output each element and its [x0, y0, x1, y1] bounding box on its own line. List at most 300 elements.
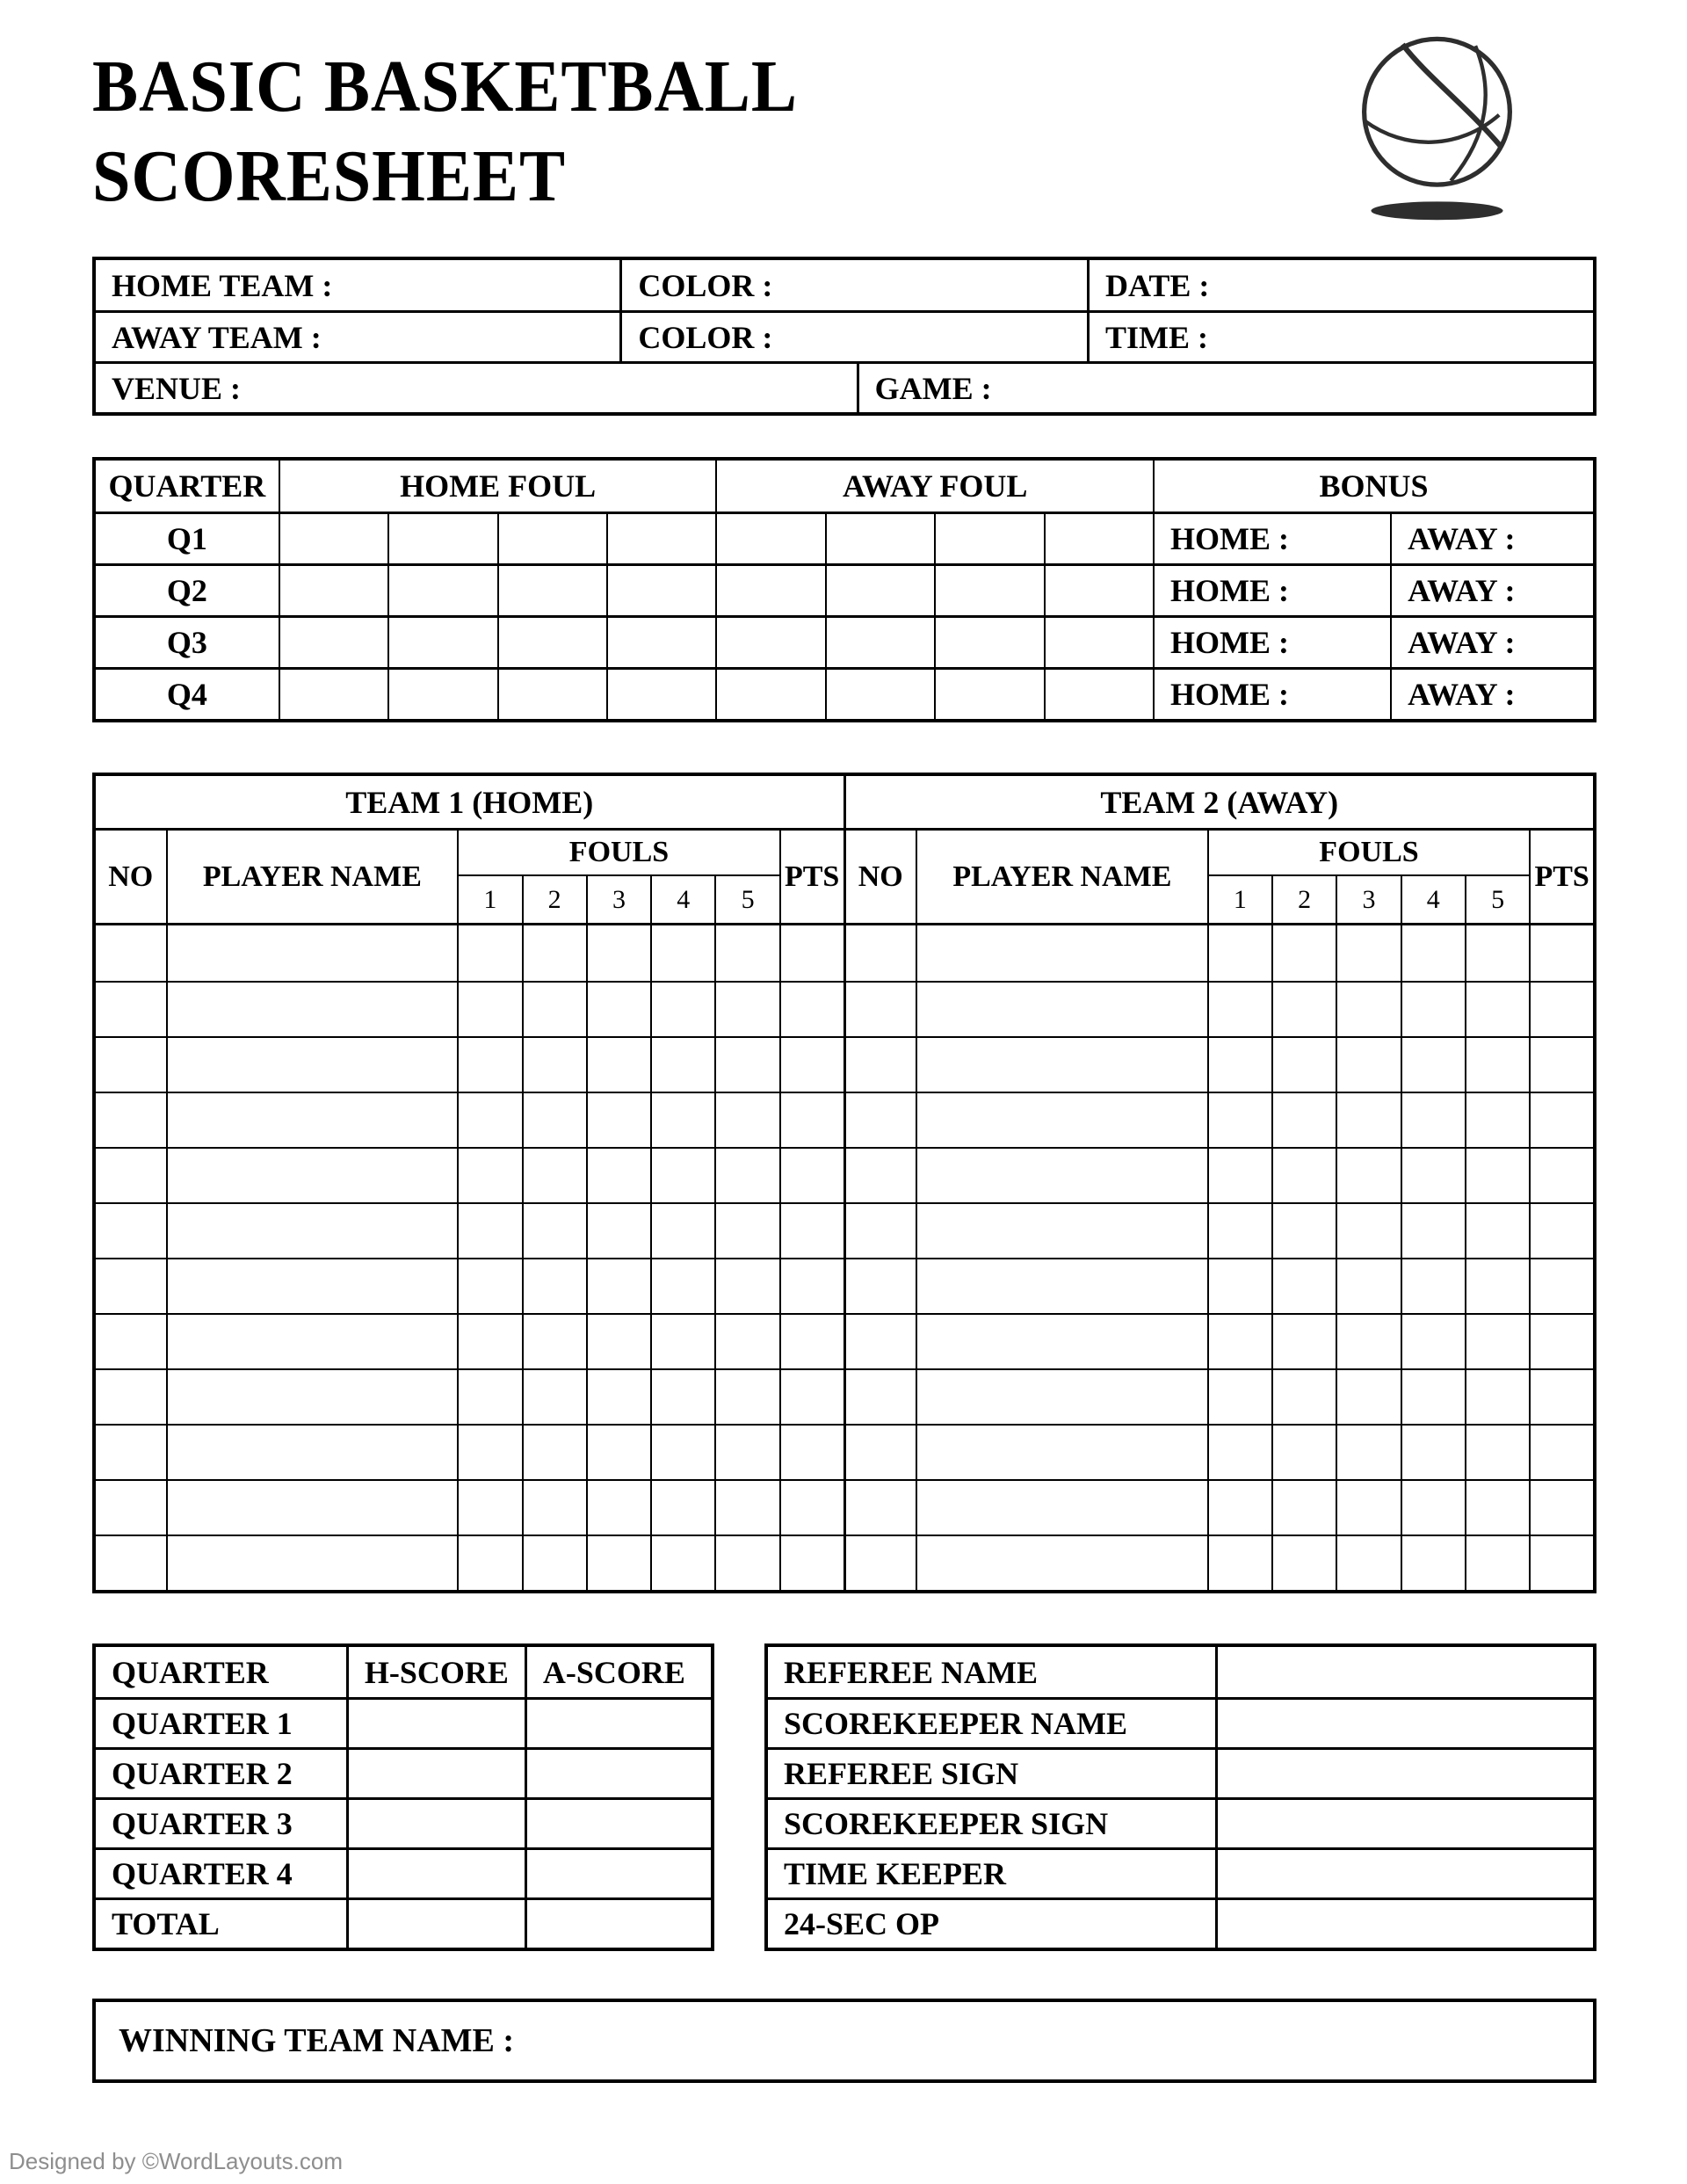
foul-box-3[interactable]: [1336, 1093, 1400, 1147]
scores-header-row: [96, 1647, 711, 1697]
foul-box-5[interactable]: [1465, 1315, 1529, 1368]
home-score-header: H-SCORE: [346, 1647, 525, 1697]
away-foul-box-1[interactable]: [715, 514, 824, 563]
player-points-cell[interactable]: [779, 1426, 844, 1479]
player-number-cell[interactable]: [96, 1370, 166, 1424]
foul-box-4[interactable]: [650, 925, 714, 981]
player-number-cell[interactable]: [96, 983, 166, 1036]
player-number-cell[interactable]: [846, 1536, 916, 1590]
away-foul-box-4[interactable]: [1044, 514, 1153, 563]
foul-col-4: 4: [650, 876, 714, 923]
player-name-cell[interactable]: [166, 1149, 458, 1202]
foul-box-3[interactable]: [1336, 1149, 1400, 1202]
winning-team-field[interactable]: WINNING TEAM NAME :: [92, 1999, 1596, 2083]
foul-box-5[interactable]: [714, 1149, 778, 1202]
away-color-field[interactable]: COLOR :: [619, 313, 1087, 361]
foul-box-2[interactable]: [522, 1259, 586, 1313]
bonus-home-field[interactable]: HOME :: [1153, 670, 1390, 719]
foul-box-2[interactable]: [522, 1481, 586, 1535]
foul-box-4[interactable]: [1401, 1038, 1465, 1092]
designer-credit: Designed by ©WordLayouts.com: [9, 2148, 343, 2174]
bonus-home-field[interactable]: HOME :: [1153, 566, 1390, 615]
foul-box-1[interactable]: [1207, 1370, 1271, 1424]
home-color-field[interactable]: COLOR :: [619, 260, 1087, 310]
player-row: [96, 1092, 844, 1147]
foul-box-1[interactable]: [1207, 1426, 1271, 1479]
away-foul-box-3[interactable]: [934, 514, 1043, 563]
foul-box-1[interactable]: [457, 1426, 521, 1479]
fouls-header: FOULS: [1209, 831, 1530, 876]
away-foul-header: AWAY FOUL: [715, 461, 1153, 512]
foul-box-5[interactable]: [714, 1038, 778, 1092]
score-row-label: TOTAL: [112, 1906, 220, 1941]
venue-field[interactable]: VENUE :: [112, 370, 242, 406]
official-label: 24-SEC OP: [784, 1906, 940, 1941]
bonus-away-field[interactable]: AWAY :: [1390, 514, 1593, 563]
player-name-cell[interactable]: [166, 1536, 458, 1590]
foul-box-4[interactable]: [650, 1038, 714, 1092]
player-points-cell[interactable]: [1529, 1259, 1593, 1313]
foul-box-3[interactable]: [1336, 1204, 1400, 1258]
foul-box-5[interactable]: [714, 1315, 778, 1368]
foul-box-2[interactable]: [1271, 925, 1336, 981]
home-score-cell[interactable]: [346, 1900, 525, 1948]
foul-box-3[interactable]: [586, 1038, 650, 1092]
game-info-row: [96, 361, 1593, 412]
foul-box-3[interactable]: [1336, 1038, 1400, 1092]
player-number-cell[interactable]: [846, 1038, 916, 1092]
quarter-label: Q1: [166, 521, 207, 556]
foul-box-3[interactable]: [1336, 1259, 1400, 1313]
home-foul-box-2[interactable]: [387, 514, 496, 563]
home-foul-box-2[interactable]: [387, 670, 496, 719]
foul-box-1[interactable]: [1207, 1093, 1271, 1147]
player-points-cell[interactable]: [1529, 1315, 1593, 1368]
away-score-cell[interactable]: [525, 1750, 711, 1797]
player-number-cell[interactable]: [96, 1315, 166, 1368]
player-points-cell[interactable]: [1529, 1038, 1593, 1092]
game-field[interactable]: GAME :: [857, 364, 1593, 412]
player-number-cell[interactable]: [846, 1259, 916, 1313]
away-score-cell[interactable]: [525, 1900, 711, 1948]
foul-box-3[interactable]: [586, 1149, 650, 1202]
official-value-cell[interactable]: [1215, 1647, 1593, 1697]
player-points-cell[interactable]: [779, 1093, 844, 1147]
foul-box-5[interactable]: [1465, 1093, 1529, 1147]
player-points-cell[interactable]: [1529, 1536, 1593, 1590]
player-points-cell[interactable]: [779, 1315, 844, 1368]
player-points-cell[interactable]: [779, 1204, 844, 1258]
player-row: [96, 925, 844, 981]
player-name-cell[interactable]: [166, 1259, 458, 1313]
player-points-cell[interactable]: [779, 1259, 844, 1313]
foul-box-2[interactable]: [1271, 1536, 1336, 1590]
foul-box-5[interactable]: [714, 1093, 778, 1147]
foul-box-2[interactable]: [1271, 1204, 1336, 1258]
player-points-cell[interactable]: [1529, 1093, 1593, 1147]
page-title-line1: BASIC BASKETBALL: [92, 46, 798, 127]
foul-box-4[interactable]: [650, 1370, 714, 1424]
foul-box-5[interactable]: [1465, 1370, 1529, 1424]
fouls-row-q1: [96, 512, 1593, 563]
official-value-cell[interactable]: [1215, 1750, 1593, 1797]
away-roster-table: [844, 776, 1594, 1590]
foul-box-3[interactable]: [586, 983, 650, 1036]
foul-box-2[interactable]: [522, 1536, 586, 1590]
foul-box-3[interactable]: [1336, 1536, 1400, 1590]
foul-box-1[interactable]: [1207, 1149, 1271, 1202]
home-foul-box-1[interactable]: [279, 566, 387, 615]
foul-box-4[interactable]: [650, 1149, 714, 1202]
pts-header: PTS: [779, 831, 844, 923]
fouls-row-q2: [96, 563, 1593, 615]
score-row-label: QUARTER 4: [112, 1856, 293, 1891]
home-foul-box-2[interactable]: [387, 566, 496, 615]
away-foul-box-3[interactable]: [934, 618, 1043, 667]
player-name-cell[interactable]: [166, 925, 458, 981]
foul-box-4[interactable]: [650, 1481, 714, 1535]
away-foul-box-2[interactable]: [825, 566, 934, 615]
player-number-cell[interactable]: [846, 1149, 916, 1202]
player-name-cell[interactable]: [166, 1038, 458, 1092]
bonus-home-field[interactable]: HOME :: [1153, 514, 1390, 563]
foul-box-1[interactable]: [1207, 1536, 1271, 1590]
foul-box-4[interactable]: [1401, 1149, 1465, 1202]
foul-box-5[interactable]: [1465, 1426, 1529, 1479]
foul-box-4[interactable]: [1401, 925, 1465, 981]
player-points-cell[interactable]: [779, 1149, 844, 1202]
player-number-cell[interactable]: [846, 1426, 916, 1479]
bonus-away-field[interactable]: AWAY :: [1390, 618, 1593, 667]
official-value-cell[interactable]: [1215, 1850, 1593, 1897]
player-name-cell[interactable]: [916, 1315, 1207, 1368]
foul-box-4[interactable]: [1401, 1370, 1465, 1424]
away-team-field[interactable]: AWAY TEAM :: [112, 319, 322, 355]
foul-box-2[interactable]: [522, 1204, 586, 1258]
foul-box-4[interactable]: [650, 983, 714, 1036]
player-name-header: PLAYER NAME: [166, 831, 458, 923]
player-name-cell[interactable]: [916, 925, 1207, 981]
home-foul-box-4[interactable]: [606, 670, 715, 719]
away-foul-box-2[interactable]: [825, 670, 934, 719]
foul-box-4[interactable]: [650, 1259, 714, 1313]
player-points-cell[interactable]: [1529, 983, 1593, 1036]
home-foul-box-3[interactable]: [497, 514, 606, 563]
player-points-cell[interactable]: [779, 925, 844, 981]
foul-box-5[interactable]: [714, 1536, 778, 1590]
player-name-cell[interactable]: [916, 1093, 1207, 1147]
foul-box-5[interactable]: [714, 983, 778, 1036]
home-foul-box-3[interactable]: [497, 566, 606, 615]
player-name-cell[interactable]: [916, 1426, 1207, 1479]
official-label: SCOREKEEPER NAME: [784, 1706, 1128, 1741]
quarter-label: Q4: [166, 677, 207, 712]
home-foul-box-2[interactable]: [387, 618, 496, 667]
foul-box-2[interactable]: [1271, 1149, 1336, 1202]
foul-box-5[interactable]: [1465, 1149, 1529, 1202]
foul-col-1: 1: [1233, 884, 1247, 914]
foul-number-row: [459, 876, 779, 923]
foul-box-5[interactable]: [1465, 1204, 1529, 1258]
home-team-field[interactable]: HOME TEAM :: [112, 267, 333, 303]
player-name-cell[interactable]: [916, 1259, 1207, 1313]
away-score-cell[interactable]: [525, 1700, 711, 1747]
player-name-cell[interactable]: [916, 1370, 1207, 1424]
player-number-cell[interactable]: [846, 1481, 916, 1535]
player-points-cell[interactable]: [1529, 1481, 1593, 1535]
foul-box-3[interactable]: [586, 1426, 650, 1479]
bonus-away-field[interactable]: AWAY :: [1390, 670, 1593, 719]
foul-box-2[interactable]: [1271, 1038, 1336, 1092]
foul-box-1[interactable]: [457, 1204, 521, 1258]
basketball-icon: [1360, 35, 1514, 226]
foul-box-5[interactable]: [1465, 1481, 1529, 1535]
foul-box-5[interactable]: [714, 1370, 778, 1424]
foul-box-2[interactable]: [1271, 1315, 1336, 1368]
foul-box-1[interactable]: [457, 1481, 521, 1535]
home-score-cell[interactable]: [346, 1850, 525, 1897]
foul-box-4[interactable]: [650, 1204, 714, 1258]
player-points-cell[interactable]: [1529, 1426, 1593, 1479]
foul-box-1[interactable]: [457, 1370, 521, 1424]
player-name-cell[interactable]: [916, 1204, 1207, 1258]
away-foul-box-2[interactable]: [825, 618, 934, 667]
foul-box-4[interactable]: [1401, 1259, 1465, 1313]
away-foul-box-4[interactable]: [1044, 670, 1153, 719]
foul-col-5: 5: [1465, 876, 1529, 923]
foul-box-5[interactable]: [1465, 1536, 1529, 1590]
player-name-cell[interactable]: [166, 1426, 458, 1479]
foul-box-5[interactable]: [1465, 983, 1529, 1036]
player-number-cell[interactable]: [846, 1370, 916, 1424]
player-row: [846, 925, 1594, 981]
foul-box-2[interactable]: [1271, 983, 1336, 1036]
player-name-cell[interactable]: [166, 983, 458, 1036]
foul-box-3[interactable]: [586, 1204, 650, 1258]
foul-box-2[interactable]: [1271, 1093, 1336, 1147]
foul-col-2: 2: [522, 876, 586, 923]
foul-box-1[interactable]: [457, 1315, 521, 1368]
foul-box-1[interactable]: [1207, 1315, 1271, 1368]
foul-box-2[interactable]: [522, 1038, 586, 1092]
away-foul-box-4[interactable]: [1044, 566, 1153, 615]
foul-box-2[interactable]: [522, 1426, 586, 1479]
away-score-cell[interactable]: [525, 1800, 711, 1847]
official-value-cell[interactable]: [1215, 1700, 1593, 1747]
foul-box-5[interactable]: [714, 1204, 778, 1258]
foul-box-3[interactable]: [586, 1481, 650, 1535]
page-title: [92, 42, 798, 221]
player-row: [846, 1036, 1594, 1092]
player-name-cell[interactable]: [916, 1038, 1207, 1092]
player-points-cell[interactable]: [1529, 1370, 1593, 1424]
player-name-cell[interactable]: [916, 1481, 1207, 1535]
player-number-cell[interactable]: [96, 1038, 166, 1092]
foul-box-5[interactable]: [714, 1426, 778, 1479]
player-name-cell[interactable]: [166, 1315, 458, 1368]
player-name-cell[interactable]: [916, 983, 1207, 1036]
foul-box-2[interactable]: [1271, 1481, 1336, 1535]
player-number-cell[interactable]: [96, 1259, 166, 1313]
player-points-cell[interactable]: [779, 1481, 844, 1535]
player-number-cell[interactable]: [96, 925, 166, 981]
foul-box-2[interactable]: [522, 1149, 586, 1202]
foul-box-3[interactable]: [586, 1093, 650, 1147]
foul-box-1[interactable]: [1207, 1481, 1271, 1535]
foul-box-2[interactable]: [1271, 1259, 1336, 1313]
home-foul-box-1[interactable]: [279, 670, 387, 719]
away-foul-box-3[interactable]: [934, 566, 1043, 615]
no-header: NO: [858, 860, 903, 893]
foul-box-5[interactable]: [1465, 925, 1529, 981]
foul-box-5[interactable]: [714, 925, 778, 981]
player-row: [96, 1535, 844, 1590]
score-row-q1: [96, 1697, 711, 1747]
player-points-cell[interactable]: [1529, 1204, 1593, 1258]
foul-box-2[interactable]: [1271, 1370, 1336, 1424]
foul-box-1[interactable]: [457, 925, 521, 981]
bonus-home-field[interactable]: HOME :: [1153, 618, 1390, 667]
foul-box-1[interactable]: [1207, 983, 1271, 1036]
player-points-cell[interactable]: [779, 1370, 844, 1424]
home-score-cell[interactable]: [346, 1800, 525, 1847]
foul-box-3[interactable]: [1336, 1426, 1400, 1479]
foul-box-4[interactable]: [1401, 1536, 1465, 1590]
foul-box-1[interactable]: [1207, 925, 1271, 981]
foul-box-1[interactable]: [1207, 1204, 1271, 1258]
player-number-cell[interactable]: [96, 1204, 166, 1258]
foul-box-3[interactable]: [586, 1315, 650, 1368]
away-score-cell[interactable]: [525, 1850, 711, 1897]
foul-box-5[interactable]: [1465, 1038, 1529, 1092]
foul-box-2[interactable]: [522, 1370, 586, 1424]
foul-box-3[interactable]: [1336, 1481, 1400, 1535]
foul-box-3[interactable]: [1336, 1370, 1400, 1424]
foul-box-2[interactable]: [1271, 1426, 1336, 1479]
foul-box-1[interactable]: [457, 983, 521, 1036]
foul-box-3[interactable]: [586, 1536, 650, 1590]
player-number-cell[interactable]: [96, 1149, 166, 1202]
date-field[interactable]: DATE :: [1087, 260, 1593, 310]
foul-number-row: [1209, 876, 1530, 923]
home-foul-box-1[interactable]: [279, 514, 387, 563]
foul-box-4[interactable]: [1401, 983, 1465, 1036]
player-name-cell[interactable]: [166, 1370, 458, 1424]
foul-box-5[interactable]: [714, 1481, 778, 1535]
foul-box-2[interactable]: [522, 983, 586, 1036]
officials-row-scorekeeper-sign: [768, 1797, 1593, 1847]
foul-col-1: 1: [483, 884, 497, 914]
player-name-cell[interactable]: [916, 1536, 1207, 1590]
foul-box-2[interactable]: [522, 1315, 586, 1368]
player-number-cell[interactable]: [846, 1315, 916, 1368]
player-points-cell[interactable]: [1529, 925, 1593, 981]
foul-box-2[interactable]: [522, 1093, 586, 1147]
quarter-header: QUARTER: [112, 1654, 269, 1690]
home-foul-box-1[interactable]: [279, 618, 387, 667]
player-row: [96, 1424, 844, 1479]
player-number-cell[interactable]: [846, 983, 916, 1036]
foul-box-1[interactable]: [457, 1536, 521, 1590]
home-score-cell[interactable]: [346, 1700, 525, 1747]
home-foul-box-3[interactable]: [497, 618, 606, 667]
home-foul-box-4[interactable]: [606, 514, 715, 563]
away-foul-box-2[interactable]: [825, 514, 934, 563]
foul-box-4[interactable]: [650, 1315, 714, 1368]
page-title-line2: SCORESHEET: [92, 135, 566, 217]
home-foul-box-3[interactable]: [497, 670, 606, 719]
player-number-cell[interactable]: [846, 925, 916, 981]
officials-table: [764, 1643, 1596, 1951]
player-points-cell[interactable]: [779, 1038, 844, 1092]
player-number-cell[interactable]: [96, 1093, 166, 1147]
foul-box-4[interactable]: [1401, 1093, 1465, 1147]
foul-box-1[interactable]: [457, 1259, 521, 1313]
official-value-cell[interactable]: [1215, 1800, 1593, 1847]
foul-box-4[interactable]: [1401, 1204, 1465, 1258]
home-foul-box-4[interactable]: [606, 618, 715, 667]
player-number-cell[interactable]: [846, 1204, 916, 1258]
player-name-header: PLAYER NAME: [916, 831, 1207, 923]
foul-box-3[interactable]: [1336, 925, 1400, 981]
away-foul-box-3[interactable]: [934, 670, 1043, 719]
foul-box-1[interactable]: [457, 1149, 521, 1202]
home-score-cell[interactable]: [346, 1750, 525, 1797]
foul-box-1[interactable]: [457, 1093, 521, 1147]
foul-box-3[interactable]: [586, 1370, 650, 1424]
fouls-header: FOULS: [459, 831, 779, 876]
player-name-cell[interactable]: [166, 1481, 458, 1535]
foul-box-4[interactable]: [1401, 1426, 1465, 1479]
foul-box-3[interactable]: [586, 1259, 650, 1313]
player-number-cell[interactable]: [846, 1093, 916, 1147]
away-foul-box-4[interactable]: [1044, 618, 1153, 667]
official-value-cell[interactable]: [1215, 1900, 1593, 1948]
bonus-away-field[interactable]: AWAY :: [1390, 566, 1593, 615]
foul-box-1[interactable]: [1207, 1038, 1271, 1092]
foul-box-3[interactable]: [586, 925, 650, 981]
foul-box-5[interactable]: [1465, 1259, 1529, 1313]
foul-box-2[interactable]: [522, 925, 586, 981]
foul-box-4[interactable]: [1401, 1481, 1465, 1535]
foul-box-5[interactable]: [714, 1259, 778, 1313]
player-number-cell[interactable]: [96, 1426, 166, 1479]
foul-box-4[interactable]: [650, 1426, 714, 1479]
away-foul-box-1[interactable]: [715, 566, 824, 615]
player-name-cell[interactable]: [166, 1204, 458, 1258]
foul-box-1[interactable]: [457, 1038, 521, 1092]
player-name-cell[interactable]: [916, 1149, 1207, 1202]
player-points-cell[interactable]: [1529, 1149, 1593, 1202]
away-foul-box-1[interactable]: [715, 670, 824, 719]
player-row: [846, 1368, 1594, 1424]
foul-box-1[interactable]: [1207, 1259, 1271, 1313]
player-points-cell[interactable]: [779, 1536, 844, 1590]
foul-box-3[interactable]: [1336, 983, 1400, 1036]
pts-header: PTS: [1529, 831, 1593, 923]
foul-box-4[interactable]: [650, 1093, 714, 1147]
foul-box-4[interactable]: [650, 1536, 714, 1590]
player-number-cell[interactable]: [96, 1536, 166, 1590]
away-foul-box-1[interactable]: [715, 618, 824, 667]
time-field[interactable]: TIME :: [1087, 313, 1593, 361]
player-name-cell[interactable]: [166, 1093, 458, 1147]
foul-box-3[interactable]: [1336, 1315, 1400, 1368]
player-points-cell[interactable]: [779, 983, 844, 1036]
foul-box-4[interactable]: [1401, 1315, 1465, 1368]
home-foul-box-4[interactable]: [606, 566, 715, 615]
player-number-cell[interactable]: [96, 1481, 166, 1535]
